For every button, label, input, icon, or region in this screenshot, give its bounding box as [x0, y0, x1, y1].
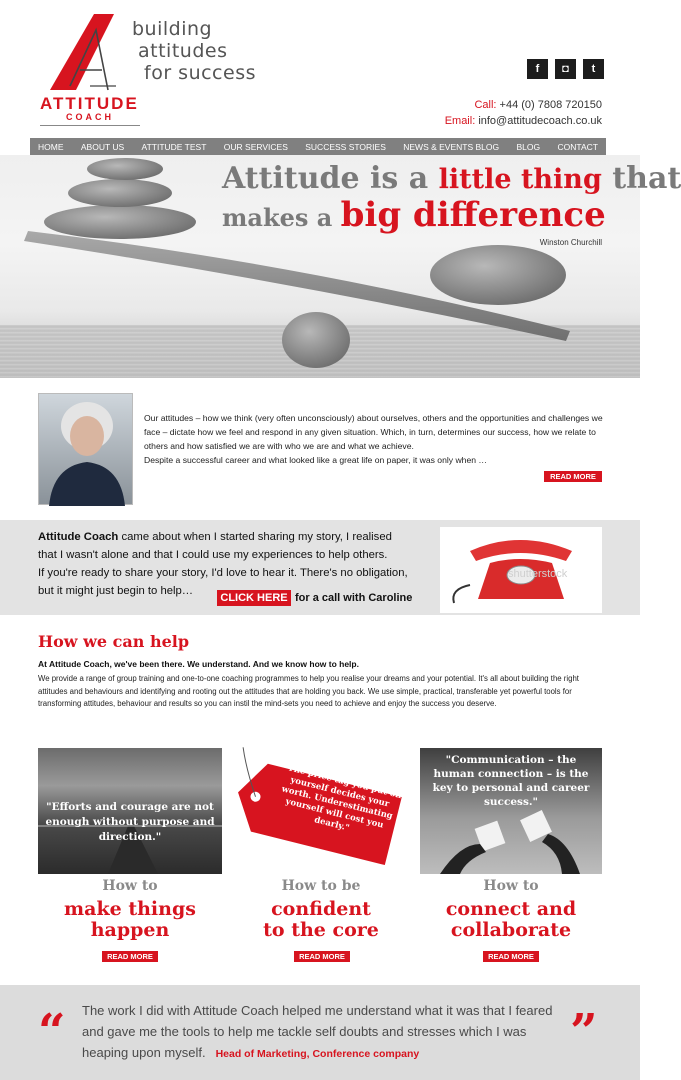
price-tag-image-card[interactable] [228, 748, 414, 874]
card-3-how: How to [483, 878, 539, 894]
road-image-card[interactable] [38, 748, 222, 874]
intro-text-1: Our attitudes – how we think (very often unconsciously) about ourselves, others and the opportunities and challenges we face – dictate how we feel and respond in any given situation. Which, in turn, determines our success, how we relate to others and how satisfied we are with who we are and what we achieve. [144, 413, 603, 451]
click-here-button[interactable]: CLICK HERE [217, 590, 291, 606]
nav-news-events-blog[interactable]: NEWS & EVENTS BLOG [403, 141, 500, 152]
attitude-coach-logo[interactable] [36, 10, 136, 96]
testimonial-text: The work I did with Attitude Coach helped me understand what it was that I feared and gave me the tools to help me tackle self doubts and stresses which I was heaping upon myself. Head of Marketing, Conference company [82, 1003, 553, 1060]
card-2-title: confident to the core [263, 898, 379, 941]
nav-about-us[interactable]: ABOUT US [80, 141, 125, 152]
card-3-title: connect and collaborate [445, 898, 577, 941]
read-more-button[interactable]: READ MORE [544, 471, 602, 482]
tagline-line-2: attitudes [138, 40, 228, 62]
nav-success-stories[interactable]: SUCCESS STORIES [305, 141, 386, 152]
red-telephone-image [440, 527, 602, 613]
coach-portrait [38, 393, 133, 505]
twitter-icon[interactable]: t [583, 59, 604, 79]
story-text: Attitude Coach came about when I started sharing my story, I realised that I wasn't alone and that I could use my experiences to help others. If you're ready to share your story, I'd love to hear it. There's no obligation, but it might just begin to help… [38, 531, 408, 597]
nav-blog[interactable]: BLOG [516, 141, 541, 152]
card-2-how: How to be [281, 878, 361, 894]
nav-attitude-test[interactable]: ATTITUDE TEST [141, 141, 207, 152]
testimonial-source: Head of Marketing, Conference company [215, 1048, 420, 1060]
logo-divider [40, 125, 140, 126]
card-quote-1: "Efforts and courage are not enough without purpose and direction." [45, 801, 215, 843]
puzzle-hands-image-card[interactable] [420, 748, 602, 874]
nav-our-services[interactable]: OUR SERVICES [223, 141, 288, 152]
close-quote-icon: ” [570, 1004, 598, 1060]
card-quote-2: "The price tag you put on yourself decides your worth. Underestimating yourself will cost you dearly." [280, 762, 403, 834]
card-3-read-more[interactable]: READ MORE [483, 951, 539, 962]
card-1-read-more[interactable]: READ MORE [102, 951, 158, 962]
nav-contact[interactable]: CONTACT [557, 141, 598, 152]
contact-block [445, 97, 602, 129]
hero-quote-line-1: Attitude is a little thing that [222, 161, 681, 196]
call-caroline-text: for a call with Caroline [295, 592, 413, 604]
logo-wordmark: ATTITUDE [40, 94, 139, 113]
logo-subtitle: COACH [66, 112, 114, 122]
card-quote-3: "Communication – the human connection – is the key to personal and career success." [432, 754, 590, 808]
tagline-line-1: building [132, 18, 213, 40]
email-label: Email: [444, 115, 476, 127]
tagline-line-3: for success [144, 62, 256, 84]
card-1-how: How to [102, 878, 158, 894]
open-quote-icon: “ [38, 1004, 66, 1060]
nav-home[interactable]: HOME [38, 141, 64, 152]
phone-number[interactable]: +44 (0) 7808 720150 [499, 99, 602, 111]
intro-text-2: Despite a successful career and what looked like a great life on paper, it was only when … [144, 455, 487, 465]
tagline [132, 18, 256, 84]
help-subheading: At Attitude Coach, we've been there. We understand. And we know how to help. [38, 659, 359, 669]
call-label: Call: [474, 99, 497, 111]
email-link[interactable]: info@attitudecoach.co.uk [478, 115, 602, 127]
facebook-icon[interactable]: f [527, 59, 548, 79]
help-paragraph: We provide a range of group training and one-to-one coaching programmes to help you realise your dreams and your potential. It's all about building the right attitudes and behaviours and identifying and rooting out the attitudes that are holding you back. We use simple, practical, transferable yet powerful tools for transforming attitudes, behaviour and results so you can instil the mind-sets you need to achieve and enjoy the success you deserve. [38, 674, 579, 708]
section-title-help: How we can help [38, 632, 190, 651]
card-1-title: make things happen [64, 898, 196, 941]
hero-quote-line-2: makes a big difference [222, 195, 606, 235]
site-header [0, 0, 640, 138]
card-2-read-more[interactable]: READ MORE [294, 951, 350, 962]
hero-banner [0, 155, 681, 378]
main-nav [30, 138, 606, 155]
instagram-icon[interactable]: ◘ [555, 59, 576, 79]
story-bold: Attitude Coach [38, 531, 119, 543]
intro-paragraph [144, 411, 604, 467]
quote-attribution: Winston Churchill [539, 238, 602, 247]
svg-text:shutterstock: shutterstock [508, 568, 568, 580]
